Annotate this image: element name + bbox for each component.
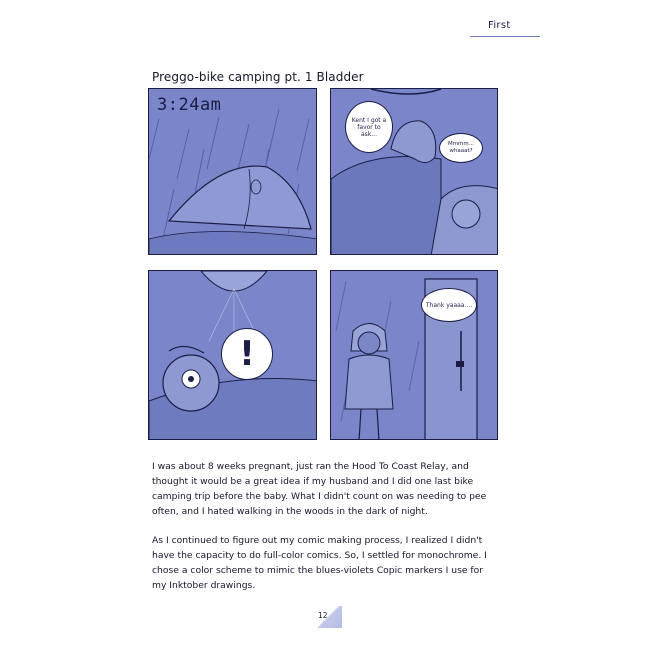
comic-panel-4 — [330, 270, 498, 440]
speech-bubble-request — [345, 101, 393, 153]
comic-panel-1 — [148, 88, 317, 255]
header-rule — [470, 36, 540, 37]
speech-text-reply: Mmmm... whaaat? — [447, 141, 475, 154]
comic-title: Preggo-bike camping pt. 1 Bladder — [152, 70, 364, 84]
timestamp: 3:24am — [157, 95, 222, 115]
speech-text-thanks: Thank yaaaa.... — [425, 301, 473, 309]
comic-panel-2 — [330, 88, 498, 255]
comic-panel-3 — [148, 270, 317, 440]
speech-bubble-reply — [439, 133, 483, 163]
page-number: 12 — [318, 611, 328, 620]
exclamation-mark: ! — [239, 334, 255, 374]
speech-bubble-thanks — [421, 288, 477, 322]
speech-text-request: Kent I got a favor to ask... — [351, 116, 387, 138]
body-paragraph-2: As I continued to figure out my comic making process, I realized I didn't have the capacity to do full-color comics. So, I settled for monochrome. I chose a color scheme to mimic the blues-violets Copic markers I use for my Inktober drawings. — [152, 535, 487, 591]
chapter-header: First — [488, 20, 511, 31]
exclamation-bubble — [221, 328, 273, 380]
body-paragraph-1: I was about 8 weeks pregnant, just ran the Hood To Coast Relay, and thought it would be a great idea if my husband and I did one last bike camping trip before the baby. What I didn't count on was needing to pee often, and I hated walking in the woods in the dark of night. — [152, 461, 487, 517]
